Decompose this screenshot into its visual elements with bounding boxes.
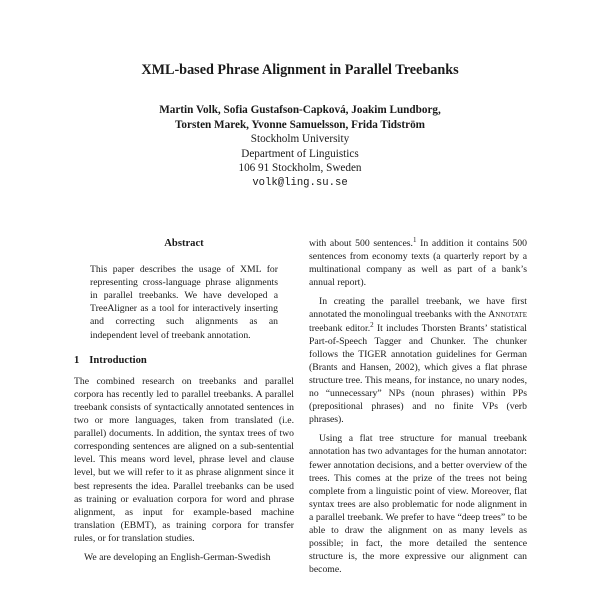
authors-line-1: Martin Volk, Sofia Gustafson-Capková, Joakim Lundborg, bbox=[159, 104, 441, 116]
left-column bbox=[74, 237, 294, 564]
authors-line-2: Torsten Marek, Yvonne Samuelsson, Frida Tidström bbox=[175, 118, 425, 131]
affiliation bbox=[0, 132, 600, 190]
paper-title: XML-based Phrase Alignment in Parallel Treebanks bbox=[141, 62, 459, 78]
right-column bbox=[309, 237, 527, 576]
right-paragraph-2: In creating the parallel treebank, we have first annotated the monolingual treebanks with the Annotate treebank editor.$^2$ It includes Thorsten Brants’ statistical Part-of-Speech Tagger and Chunker. The chunker follows the TIGER annotation guidelines for German (Brants and Hansen, 2002), which gives a flat phrase structure tree. This means, for instance, no unary nodes, no “unnecessary” NPs (noun phrases) within PPs (prepositional phrases) and no finite VPs (verb phrases). bbox=[309, 296, 527, 426]
affiliation-address: 106 91 Stockholm, Sweden bbox=[238, 162, 362, 174]
author-email: volk@ling.su.se bbox=[252, 176, 348, 189]
intro-paragraph-1: The combined research on treebanks and parallel corpora has recently led to parallel treebanks. A parallel treebank consists of syntactically annotated sentences in two or more languages, taken from translated (i.e. parallel) documents. In addition, the syntax trees of two corresponding sentences are aligned on a sub-sentential level. This means word level, phrase level and clause level, but we will refer to it as phrase alignment since it best represents the idea. Parallel treebanks can be used as training or evaluation corpora for word and phrase alignment, as input for example-based machine translation (EBMT), as training corpora for transfer rules, or for translation studies. bbox=[74, 375, 294, 544]
section-number: 1 bbox=[74, 354, 80, 366]
abstract-heading: Abstract bbox=[164, 238, 204, 249]
affiliation-university: Stockholm University bbox=[250, 133, 350, 145]
affiliation-department: Department of Linguistics bbox=[241, 147, 359, 160]
intro-paragraph-2: We are developing an English-German-Swedish bbox=[84, 551, 271, 563]
annotate-tool-name: Annotate bbox=[488, 309, 527, 321]
footnote-marker-2: 2 bbox=[370, 320, 374, 329]
right-paragraph-3: Using a flat tree structure for manual treebank annotation has two advantages for the human annotator: fewer annotation decisions, and a better overview of the trees. This comes at the prize of the trees not being complete from a linguistic point of view. Moreover, flat syntax trees are also problematic for node alignment in a parallel treebank. We prefer to have “deep trees” to be able to draw the alignment on as many levels as possible; in fact, the more detailed the sentence structure is, the more expressive our alignment can become. bbox=[309, 433, 527, 576]
abstract-body: This paper describes the usage of XML for representing cross-language phrase alignments in parallel treebanks. We have developed a TreeAligner as a tool for interactively inserting and correcting such alignments as an independent level of treebank annotation. bbox=[90, 264, 278, 341]
section-heading-introduction bbox=[74, 354, 294, 367]
author-list bbox=[0, 103, 600, 132]
footnote-marker-1: 1 bbox=[412, 235, 417, 244]
section-title: Introduction bbox=[89, 354, 147, 366]
right-paragraph-1: with about 500 sentences.$^1$ In addition it contains 500 sentences from economy texts (a quarterly report by a multinational company as well as part of a bank’s annual report). bbox=[309, 235, 527, 289]
